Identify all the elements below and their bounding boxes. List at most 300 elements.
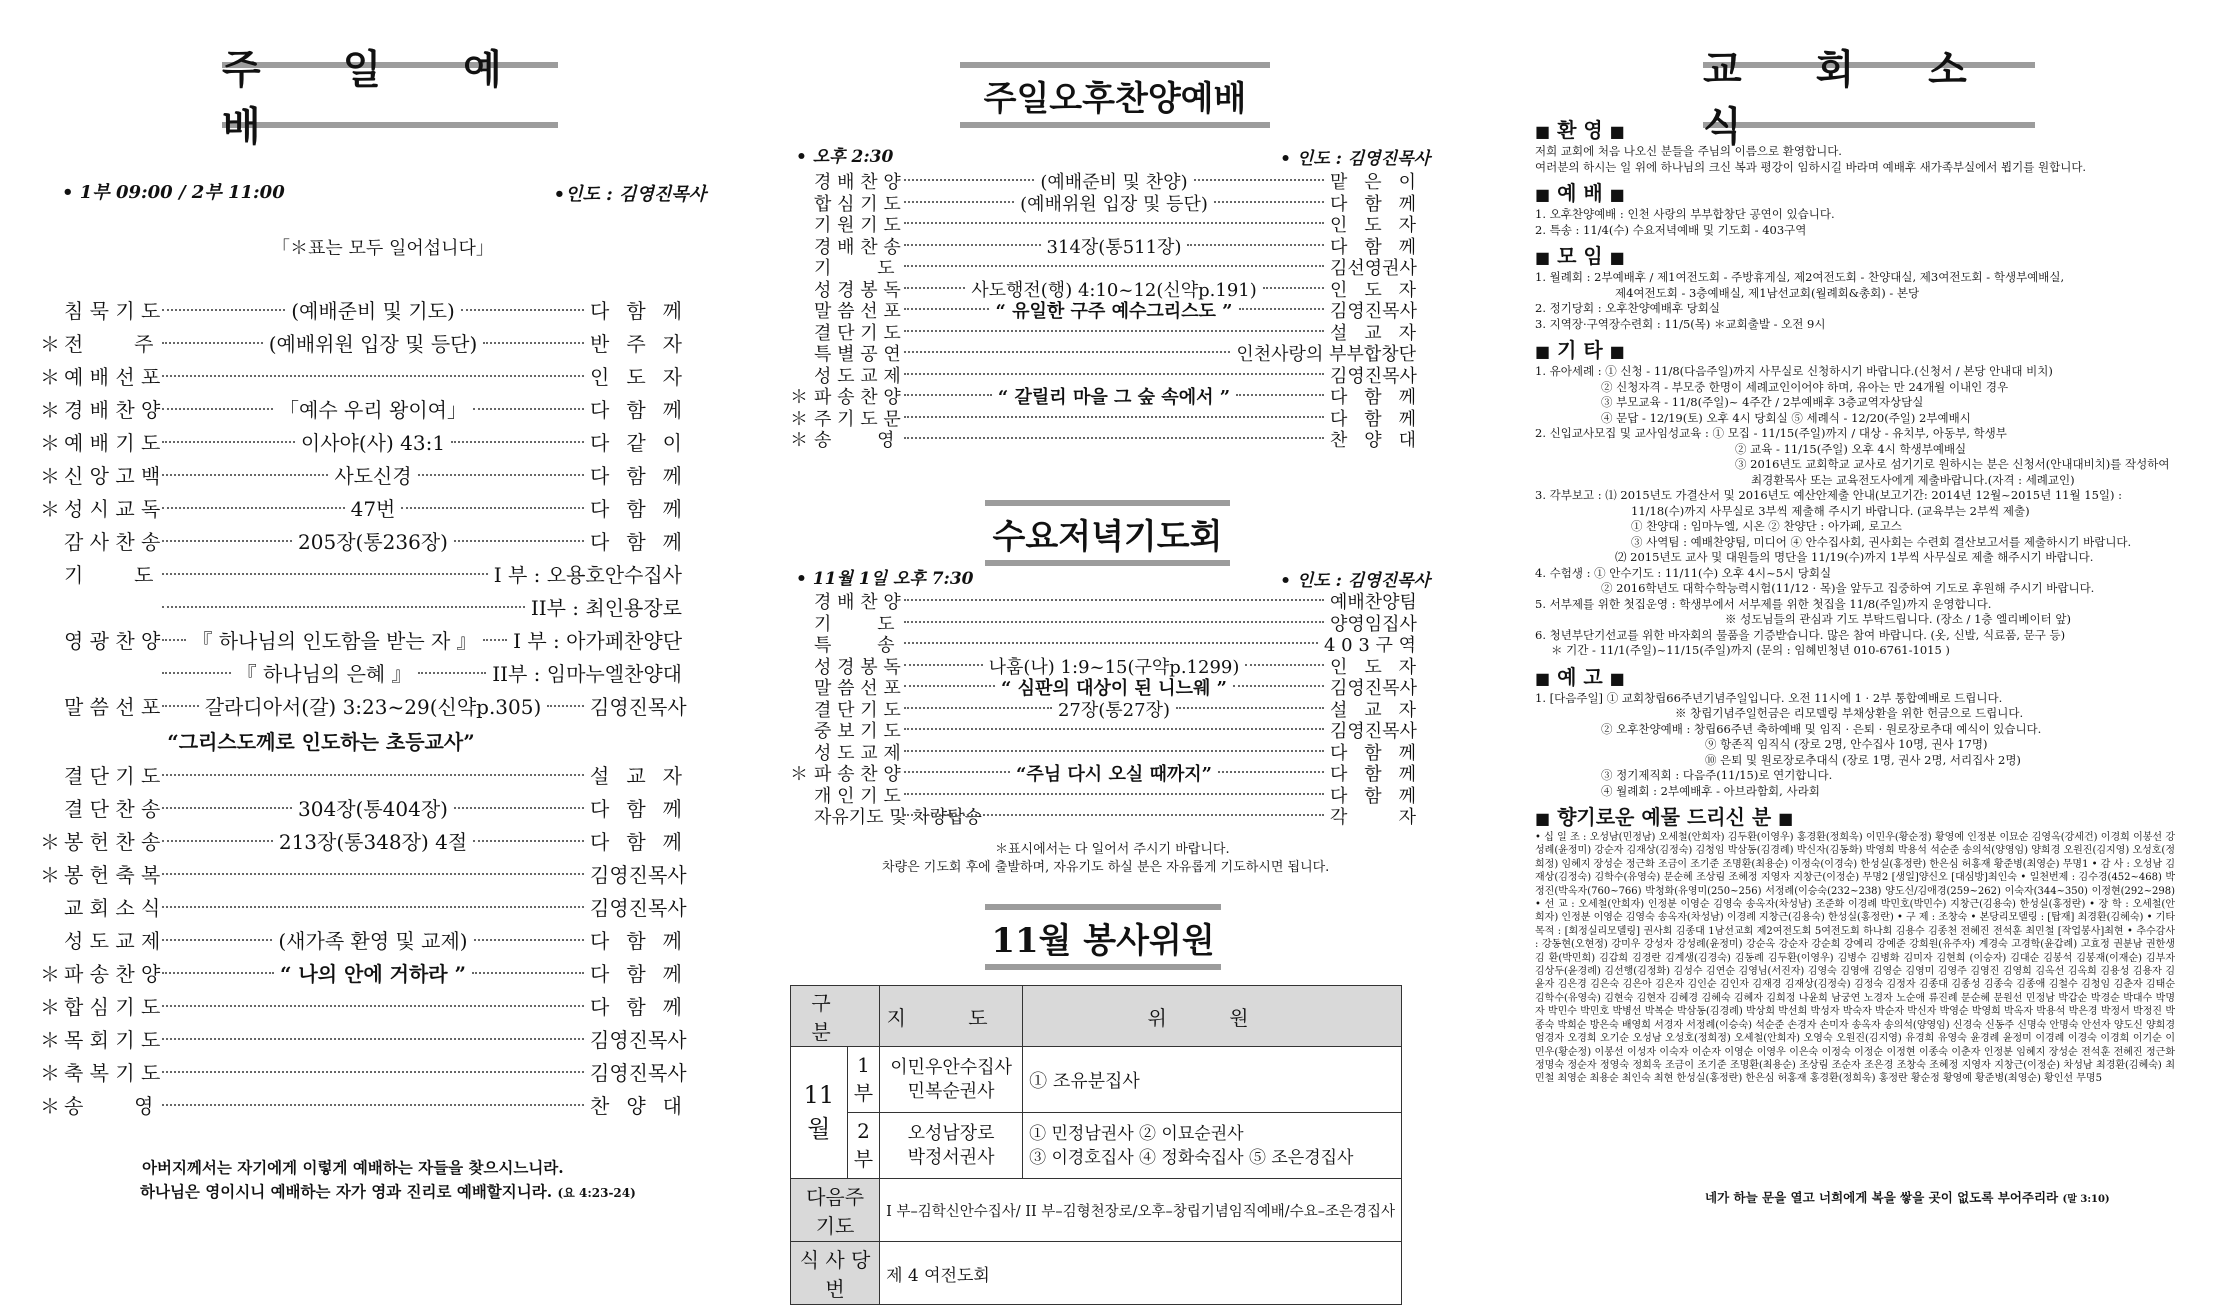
- worship-item-row: [40, 958, 682, 991]
- gifts-body: • 십 일 조 : 오성남(민정남) 오세철(안희자) 김두환(이영우) 홍경환(정희욱) 이민우(황순정) 황영예 인정분 이묘순 김영옥(강세건) 이경희 이봉선 강성례(윤정미) 강순자 김재상(김정숙) 김청임 박삼동(김경례) 박신자(김동화) 박영희 박용석 석순준 송의석(양영임) 양희경 오원진(김지영) 오성호(정희정) 임혜지 장성순 정근화 조금이 조기준 조명환(최용순) 이정숙(이경숙) 한성실(홍정란) 한은심 허홍재 황준병(최영순) 무명1 • 감 사 : 오성남 김재상(김정숙) 김학수(유영숙) 문순혜 조상림 조혜정 지영자 지창근(이정순) 무명2 [생일]양신오 [대심방]최인숙 • 일천번제 : 김수경(452~468) 박정진(박옥자(760~766) 박청화(유영미(250~256) 서정례(이승숙(232~238) 양도신/김애경(259~262) 이숙자(344~350) 이정현(292~298) • 선 교 : 오세철(안희자) 인정분 이영순 김영숙 송옥자(차성남) 조준화 이경례 박민호(박민수) 지창근(김용숙) 한성실(홍정란) • 장 학 : 오세철(안희자) 인정분 이영순 김영숙 송옥자(차성남) 이경례 지창근(김용숙) 한성실(홍정란) • 구 제 : 조창숙 • 본당리모델링 : [탑재] 최경환(김혜숙) • 기타목적 : [회정실리모델링] 권사회 김종대 1남선교회 제2여전도회 5여전도회 하나회 김용수 김종천 전혜진 전석훈 최민철 [작업봉사]최현 • 추수감사 : 강동현(오현정) 강미우 강성자 강성례(윤정미) 강순옥 강순자 강순희 강예리 강예준 강희원(유주자) 계경숙 고경학(윤갑례) 고효정 권분남 권한생 김 환(박민희) 김갑희 김경란 김계생(김경숙) 김동례 김두환(이영우) 김병수 김병화 김미자 김현희 (이승자) 김대순 김봉석 김봉재(이재순) 김부자 김상두(윤경례) 김선행(김정화) 김성수 김연순 김영님(서진자) 김영숙 김영애 김영순 김영미 김영주 김영진 김영희 김옥선 김옥희 김용성 김용자 김윤자 김은경 김은숙 김은아 김은자 김인순 김인자 김재경 김재상(김정숙) 김정숙 김정자 김종대 김종성 김종숙 김종애 김철수 김청임 김춘자 김태순 김학수(유영숙) 김현숙 김현자 김혜경 김혜숙 김혜자 김희정 나윤희 남궁연 노경자 노순애 류진례 문순혜 문원선 민정남 박갑순 박경순 박대수 박명자 박민수 박민호 박병선 박복순 박삼동(김경례) 박상희 박선희 박성자 박숙자 박순자 박신자 박영순 박영희 박옥자 박용석 박은경 박정서 박정진 박종숙 박희순 방은숙 배영희 서경자 서정례(이승숙) 석순준 손경자 손미자 송옥자 송의석(양영임) 신경숙 신동주 신명숙 안명숙 안선자 양도신 양희경 엄경자 오경희 오기순 오성남 오성호(정희정) 오세철(안희자) 오영숙 오원진(김지영) 유경희 유영숙 윤경례 윤정미 이경례 이경숙 이경희 이기순 이민우(황순정) 이봉선 이성자 이숙자 이순자 이영순 이영우 이은숙 이정숙 이정순 이정현 이종숙 이춘자 인정분 임혜지 장성순 전석훈 전혜진 정근화 정명숙 정순자 정영숙 정희욱 조금이 조기준 조명환(최용순) 조상림 조순자 조은경 조창숙 조혜정 지영자 지창근(이정순) 차성남 최경환(김혜숙) 최민철 최영순 최용순 최인숙 최현 한성실(홍정란) 한은심 허홍재 홍경환(정희욱) 홍정란 황순정 황영예 황준병(최영순) 황인선 무명5: [1535, 832, 2175, 1085]
- worship-item-mark: ＊: [40, 332, 60, 356]
- worship-item-person: I 부 : 오용호안수집사: [493, 563, 682, 587]
- footer-verse-ref: (말 3:10): [2062, 1194, 2110, 1205]
- worship-item-person: 김영진목사: [590, 695, 687, 719]
- afternoon-item-row: [790, 409, 1416, 431]
- wednesday-note-2: 차량은 기도회 후에 출발하며, 자유기도 하실 분은 자유롭게 기도하시면 됩니다.: [882, 860, 1330, 875]
- wednesday-item-row: [790, 743, 1416, 765]
- dot-leader: [1187, 244, 1324, 246]
- service-leader: •인도 : 김영진목사: [553, 184, 706, 205]
- dot-leader: [904, 728, 1324, 730]
- dot-leader: [904, 308, 989, 310]
- wednesday-order: [790, 592, 1416, 829]
- afternoon-time: • 오후 2:30: [796, 147, 894, 167]
- etc-line-5: 5. 서부제를 위한 첫집운영 : 학생부에서 서부제를 위한 첫집을 11/8(주일)까지 운영합니다.: [1535, 596, 1992, 611]
- worship-item-person: 반 주 자: [590, 332, 682, 356]
- afternoon-item-mark: ＊: [790, 387, 808, 408]
- afternoon-item-detail: “ 갈릴리 마을 그 숲 속에서 ”: [997, 387, 1231, 408]
- dot-leader: [1194, 179, 1324, 181]
- worship-item-person: 김영진목사: [590, 1061, 687, 1085]
- worship-item-row: [40, 925, 682, 958]
- dot-leader: [1245, 664, 1324, 666]
- table-next-value: I 부–김학신안수집사/ II 부–김형천장로/오후–창립기념임직예배/수요–조은경집사: [880, 1179, 1402, 1242]
- dot-leader: [904, 265, 1324, 267]
- dot-leader: [904, 664, 983, 666]
- etc-line-2d: 최경환목사 또는 교육전도사에게 제출바랍니다.(자격 : 세례교인): [1751, 472, 2075, 487]
- worship-item-person: 다 함 께: [590, 797, 683, 821]
- dot-leader: [162, 408, 273, 410]
- notice-line-1f: ③ 정기제직회 : 다음주(11/15)로 연기합니다.: [1601, 768, 1833, 782]
- wednesday-title-text: 수요저녁기도회: [992, 516, 1223, 557]
- worship-heading: ■ 예 배 ■: [1535, 181, 1625, 205]
- dot-leader: [904, 416, 1324, 418]
- afternoon-item-label: 기 원 기 도: [814, 215, 901, 236]
- etc-line-3: 3. 각부보고 : ⑴ 2015년도 가결산서 및 2016년도 예산안제출 안내(보고기간: 2014년 12월~2015년 11월 15일) :: [1535, 488, 2123, 502]
- notice-line-1g: ④ 월례회 : 2부예배후 - 아브라함회, 사라회: [1601, 783, 1820, 798]
- wednesday-item-person: 다 함 께: [1330, 764, 1416, 785]
- dot-leader: [472, 972, 584, 974]
- worship-item-detail: 갈라디아서(갈) 3:23~29(신약p.305): [204, 695, 542, 719]
- dot-leader: [904, 750, 1324, 752]
- wednesday-item-person: 김영진목사: [1330, 721, 1417, 742]
- worship-item-row: [40, 361, 682, 394]
- worship-item-detail: 47번: [350, 497, 396, 521]
- dot-leader: [1218, 771, 1324, 773]
- worship-item-row: [40, 328, 682, 361]
- afternoon-item-label: 성 경 봉 독: [814, 279, 901, 301]
- worship-item-row: [40, 1024, 687, 1057]
- worship-item-label: 기 도: [64, 563, 154, 587]
- dot-leader: [473, 840, 584, 842]
- afternoon-item-mark: ＊: [790, 430, 808, 451]
- verse-line-1: 아버지께서는 자기에게 이렇게 예배하는 자들을 찾으시느니라.: [142, 1158, 564, 1177]
- worship-item-detail: (예배위원 입장 및 등단): [268, 332, 478, 356]
- wednesday-item-row: [790, 635, 1416, 657]
- table-header-division: 구 분: [791, 986, 880, 1047]
- worship-item-row: [40, 826, 682, 859]
- dot-leader: [904, 707, 1052, 709]
- worship-item-row: [40, 859, 687, 892]
- dot-leader: [904, 621, 1324, 623]
- worship-item-mark: ＊: [40, 1028, 60, 1052]
- worship-item-person: 다 같 이: [590, 431, 682, 455]
- volunteers-table: [790, 985, 1402, 1305]
- afternoon-item-label: 경 배 찬 송: [814, 236, 901, 258]
- afternoon-item-person: 다 함 께: [1330, 193, 1417, 215]
- worship-item-row: [40, 760, 682, 793]
- notice-heading: ■ 예 고 ■: [1535, 664, 1625, 689]
- afternoon-item-label: 주 기 도 문: [814, 408, 901, 430]
- gifts-heading: ■ 향기로운 예물 드리신 분 ■: [1535, 805, 1794, 829]
- dot-leader: [162, 309, 285, 311]
- dot-leader: [454, 807, 584, 809]
- afternoon-worship-title: [960, 62, 1270, 128]
- dot-leader: [162, 807, 292, 809]
- verse-line-2-text: 하나님은 영이시니 예배하는 자가 영과 진리로 예배할지니라.: [140, 1182, 553, 1201]
- wednesday-item-label: 결 단 기 도: [814, 699, 901, 721]
- gifts-heading-text: 향기로운 예물 드리신 분: [1557, 805, 1772, 829]
- table-members-2-line-1: ① 민정남권사 ② 이묘순권사: [1029, 1123, 1244, 1144]
- dot-leader: [473, 408, 584, 410]
- wednesday-title: [985, 500, 1230, 566]
- worship-line-2: 2. 특송 : 11/4(수) 수요저녁예배 및 기도회 - 403구역: [1535, 222, 1807, 237]
- etc-heading: ■ 기 타 ■: [1535, 338, 1625, 362]
- table-header-leader: 지 도: [880, 986, 1023, 1047]
- wednesday-item-row: [790, 592, 1416, 614]
- table-part-1: 1부: [847, 1047, 879, 1113]
- afternoon-item-person: 다 함 께: [1330, 236, 1417, 258]
- dot-leader: [162, 639, 186, 641]
- etc-line-4: 4. 수험생 : ① 안수기도 : 11/11(수) 오후 4시~5시 당회실: [1535, 565, 1832, 580]
- etc-line-5b: ※ 성도님들의 관심과 기도 부탁드립니다. (장소 / 1층 엘리베이터 앞): [1725, 612, 2071, 626]
- wednesday-item-person: 다 함 께: [1330, 785, 1416, 807]
- dot-leader: [904, 814, 1324, 816]
- welcome-line-1: 저희 교회에 처음 나오신 분들을 주님의 이름으로 환영합니다.: [1535, 144, 1842, 158]
- afternoon-item-row: [790, 430, 1416, 452]
- dot-leader: [162, 1005, 584, 1007]
- worship-item-label: 말 씀 선 포: [64, 695, 161, 719]
- afternoon-worship-title-text: 주일오후찬양예배: [983, 78, 1247, 119]
- dot-leader: [547, 705, 584, 707]
- worship-item-mark: ＊: [40, 830, 60, 854]
- afternoon-item-row: [790, 366, 1416, 388]
- wednesday-item-row: [790, 786, 1416, 808]
- worship-item-label: 합 심 기 도: [64, 995, 161, 1019]
- afternoon-item-row: [790, 215, 1416, 237]
- etc-line-3d: ③ 사역팀 : 예배찬양팀, 미디어 ④ 안수집사회, 권사회는 수련회 결산보고서를 제출하시기 바랍니다.: [1631, 534, 2132, 549]
- worship-item-person: 설 교 자: [590, 764, 682, 788]
- wednesday-time: • 11월 1일 오후 7:30: [796, 569, 974, 589]
- afternoon-item-person: 맡 은 이: [1330, 172, 1416, 193]
- table-header-members: 위 원: [1023, 986, 1402, 1047]
- sermon-row: [40, 691, 687, 724]
- order-of-worship: [40, 295, 687, 1123]
- etc-line-1: 1. 유아세례 : ① 신청 - 11/8(다음주일)까지 사무실로 신청하시기 바랍니다.(신청서 / 본당 안내대 비치): [1535, 364, 2053, 378]
- footer-verse: [1705, 1188, 2110, 1206]
- afternoon-order: [790, 172, 1416, 452]
- table-members-1: ① 조유분집사: [1023, 1047, 1402, 1113]
- etc-line-6b: ＊ 기간 - 11/1(주일)~11/15(주일)까지 (문의 : 임혜빈청년 010-6761-1015 ): [1551, 643, 1950, 657]
- notice-line-1: 1. [다음주일] ① 교회창립66주년기념주일입니다. 오전 11시에 1 · 2부 통합예배로 드립니다.: [1535, 690, 2003, 705]
- worship-item-person: 인 도 자: [590, 365, 682, 389]
- welcome-line-2: 여러분의 하시는 일 위에 하나님의 크신 복과 평강이 임하시길 바라며 예배후 새가족부실에서 뵙기를 원합니다.: [1535, 159, 2087, 174]
- worship-item-label: 감 사 찬 송: [64, 530, 161, 554]
- worship-item-person: 다 함 께: [590, 962, 683, 986]
- wednesday-item-label: 개 인 기 도: [814, 785, 901, 807]
- prayer-row-2: [40, 592, 682, 625]
- worship-item-row: [40, 526, 682, 559]
- worship-item-row: [40, 793, 682, 826]
- dot-leader: [904, 793, 1324, 795]
- dot-leader: [904, 685, 995, 687]
- afternoon-item-person: 설 교 자: [1330, 322, 1416, 344]
- afternoon-item-row: [790, 237, 1416, 259]
- wednesday-item-row: [790, 657, 1416, 679]
- notice-line-1c: ② 오후찬양예배 : 창립66주년 축하예배 및 임직 · 은퇴 · 원로장로추대 예식이 있습니다.: [1601, 721, 2042, 736]
- dot-leader: [904, 373, 1324, 375]
- dot-leader: [904, 201, 1014, 203]
- afternoon-item-person: 김선영권사: [1330, 258, 1417, 279]
- dot-leader: [904, 351, 1230, 353]
- volunteers-title: [985, 904, 1221, 970]
- afternoon-item-label: 송 영: [814, 430, 895, 451]
- worship-item-detail: 『 하나님의 은혜 』: [236, 662, 412, 686]
- afternoon-item-label: 합 심 기 도: [814, 193, 901, 215]
- afternoon-item-detail: “ 유일한 구주 예수그리스도 ”: [995, 301, 1233, 322]
- dot-leader: [904, 330, 1324, 332]
- etc-line-3e: ⑵ 2015년도 교사 및 대원들의 명단을 11/19(수)까지 1부씩 사무실로 제출 해주시기 바랍니다.: [1615, 550, 2094, 564]
- worship-item-label: 예 배 선 포: [64, 365, 161, 389]
- table-meal-value: 제 4 여전도회: [880, 1242, 1402, 1305]
- dot-leader: [162, 573, 488, 575]
- etc-line-2: 2. 신입교사모집 및 교사임성교육 : ① 모집 - 11/15(주일)까지 / 대상 - 유치부, 아동부, 학생부: [1535, 426, 2007, 440]
- meeting-heading: ■ 모 임 ■: [1535, 244, 1625, 268]
- wednesday-item-person: 예배찬양팀: [1330, 592, 1417, 613]
- afternoon-item-label: 특 별 공 연: [814, 344, 901, 365]
- worship-item-detail: 이사야(사) 43:1: [300, 431, 446, 455]
- afternoon-item-row: [790, 194, 1416, 216]
- worship-item-label: 침 묵 기 도: [64, 299, 161, 323]
- dot-leader: [162, 1071, 584, 1073]
- dot-leader: [162, 672, 231, 674]
- dot-leader: [162, 774, 584, 776]
- worship-item-label: 목 회 기 도: [64, 1028, 161, 1052]
- wednesday-item-person: 양영임집사: [1330, 613, 1417, 635]
- worship-item-mark: ＊: [40, 1061, 60, 1085]
- wednesday-item-row: [790, 807, 1416, 829]
- wednesday-item-detail: 나훔(나) 1:9~15(구약p.1299): [988, 656, 1240, 678]
- afternoon-item-detail: (예배준비 및 찬양): [1040, 172, 1188, 193]
- worship-item-label: 봉 헌 찬 송: [64, 830, 161, 854]
- dot-leader: [162, 840, 273, 842]
- dot-leader: [162, 342, 263, 344]
- afternoon-item-detail: (예배위원 입장 및 등단): [1020, 193, 1208, 215]
- dot-leader: [904, 771, 1010, 773]
- worship-item-row: [40, 295, 682, 328]
- afternoon-item-row: [790, 258, 1416, 280]
- worship-item-label: 결 단 기 도: [64, 764, 161, 788]
- worship-item-detail: (새가족 환영 및 교제): [278, 929, 468, 953]
- wednesday-item-detail: “ 심판의 대상이 된 니느웨 ”: [1001, 678, 1227, 699]
- afternoon-item-person: 인천사랑의 부부합창단: [1236, 344, 1416, 365]
- etc-line-2c: ③ 2016년도 교회학교 교사로 섬기기로 원하시는 분은 신청서(안내대비치)를 작성하여: [1735, 457, 2170, 471]
- wednesday-item-person: 4 0 3 구 역: [1323, 635, 1416, 656]
- dot-leader: [162, 705, 199, 707]
- dot-leader: [1176, 707, 1324, 709]
- standing-note: 「＊표는 모두 일어섭니다」: [272, 238, 494, 259]
- worship-item-row: [40, 991, 682, 1024]
- table-members-2-line-2: ③ 이경호집사 ④ 정화숙집사 ⑤ 조은경집사: [1029, 1147, 1354, 1168]
- afternoon-item-person: 다 함 께: [1330, 387, 1416, 408]
- dot-leader: [904, 394, 992, 396]
- worship-item-detail: 사도신경: [334, 464, 412, 488]
- news-body: [1535, 112, 2175, 1153]
- worship-item-person: 다 함 께: [590, 929, 682, 953]
- afternoon-leader: • 인도 : 김영진목사: [1280, 149, 1430, 169]
- afternoon-item-label: 경 배 찬 양: [814, 172, 901, 193]
- wednesday-item-row: [790, 700, 1416, 722]
- worship-item-detail: 304장(통404장): [298, 797, 448, 821]
- afternoon-item-row: [790, 387, 1416, 409]
- wednesday-item-row: [790, 721, 1416, 743]
- afternoon-item-person: 인 도 자: [1330, 215, 1416, 236]
- wednesday-item-label: 경 배 찬 양: [814, 592, 901, 613]
- worship-item-label: 파 송 찬 양: [64, 962, 161, 986]
- dot-leader: [162, 873, 584, 875]
- wednesday-item-person: 인 도 자: [1330, 656, 1417, 678]
- worship-item-label: 송 영: [64, 1094, 154, 1118]
- verse-line-2: [140, 1180, 636, 1202]
- afternoon-item-person: 다 함 께: [1330, 408, 1416, 430]
- worship-heading-text: 예 배: [1557, 181, 1603, 205]
- worship-item-person: 다 함 께: [590, 464, 682, 488]
- worship-item-mark: ＊: [40, 1094, 60, 1118]
- worship-item-mark: ＊: [40, 398, 60, 422]
- dot-leader: [418, 474, 584, 476]
- wednesday-item-person: 김영진목사: [1330, 678, 1417, 699]
- afternoon-item-detail: 사도행전(행) 4:10~12(신약p.191): [971, 279, 1257, 301]
- dot-leader: [1263, 287, 1324, 289]
- worship-item-detail: 「예수 우리 왕이여」: [279, 398, 467, 422]
- worship-item-person: 찬 양 대: [590, 1094, 682, 1118]
- wednesday-item-label: 말 씀 선 포: [814, 678, 901, 699]
- worship-line-1: 1. 오후찬양예배 : 인천 사랑의 부부합창단 공연이 있습니다.: [1535, 207, 1835, 221]
- worship-item-person: II부 : 임마누엘찬양대: [492, 662, 683, 686]
- wednesday-note-1: ＊표시에서는 다 일어서 주시기 바랍니다.: [995, 842, 1230, 857]
- dot-leader: [162, 906, 584, 908]
- worship-item-person: 김영진목사: [590, 896, 687, 920]
- afternoon-item-label: 기 도: [814, 258, 895, 279]
- praise-row-1: [40, 625, 682, 658]
- church-news-title-text: 교 회 소 식: [1703, 46, 1997, 150]
- sunday-worship-title-text: 주 일 예 배: [222, 46, 536, 150]
- worship-item-detail: “ 나의 안에 거하라 ”: [279, 962, 467, 986]
- afternoon-item-row: [790, 344, 1416, 366]
- dot-leader: [451, 441, 584, 443]
- worship-item-label: 봉 헌 축 복: [64, 863, 161, 887]
- etc-line-4b: ② 2016학년도 대학수학능력시험(11/12 · 목)을 앞두고 집중하여 기도로 후원해 주시기 바랍니다.: [1601, 581, 2095, 595]
- dot-leader: [162, 1104, 584, 1106]
- wednesday-item-label: 자유기도 및 차량탑승: [814, 807, 982, 828]
- meeting-line-3: 3. 지역장·구역장수련회 : 11/5(목) ＊교회출발 - 오전 9시: [1535, 316, 1826, 331]
- etc-line-1d: ④ 문답 - 12/19(토) 오후 4시 당회실 ⑤ 세례식 - 12/20(주일) 2부예배시: [1601, 410, 1971, 425]
- etc-line-1b: ② 신청자격 - 부모중 한명이 세례교인이어야 하며, 유아는 만 24개월 이내인 경우: [1601, 379, 2009, 394]
- dot-leader: [162, 972, 274, 974]
- verse-reference: (요 4:23-24): [557, 1186, 636, 1200]
- worship-item-person: 김영진목사: [590, 1028, 687, 1052]
- dot-leader: [162, 540, 292, 542]
- service-time: • 1부 09:00 / 2부 11:00: [62, 182, 285, 203]
- dot-leader: [483, 639, 507, 641]
- dot-leader: [904, 179, 1034, 181]
- etc-line-2b: ② 교육 - 11/15(주일) 오후 4시 학생부예배실: [1735, 441, 1967, 456]
- worship-item-mark: ＊: [40, 995, 60, 1019]
- volunteers-title-text: 11월 봉사위원: [991, 920, 1215, 961]
- dot-leader: [401, 507, 584, 509]
- worship-item-person: 김영진목사: [590, 863, 687, 887]
- afternoon-item-detail: 314장(통511장): [1046, 236, 1182, 258]
- worship-item-row: [40, 493, 682, 526]
- wednesday-item-label: 성 도 교 제: [814, 742, 901, 764]
- wednesday-item-person: 설 교 자: [1330, 699, 1416, 721]
- sunday-worship-title: [222, 46, 558, 150]
- table-leader-1: 이민우안수집사 민복순권사: [880, 1047, 1023, 1113]
- wednesday-item-row: [790, 764, 1416, 786]
- dot-leader: [483, 342, 584, 344]
- worship-item-mark: ＊: [40, 464, 60, 488]
- worship-item-label: 예 배 기 도: [64, 431, 161, 455]
- dot-leader: [904, 244, 1041, 246]
- worship-item-detail: 205장(통236장): [298, 530, 448, 554]
- worship-item-row: [40, 394, 682, 427]
- worship-item-label: 전 주: [64, 332, 154, 356]
- table-month: 11월: [791, 1047, 848, 1179]
- worship-item-detail: (예배준비 및 기도): [291, 299, 455, 323]
- worship-item-mark: ＊: [40, 962, 60, 986]
- worship-item-label: 결 단 찬 송: [64, 797, 161, 821]
- praise-row-2: [40, 658, 682, 691]
- etc-line-6: 6. 청년부단기선교를 위한 바자회의 물품을 기증받습니다. 많은 참여 바랍니다. (옷, 신발, 식료품, 문구 등): [1535, 627, 2066, 642]
- worship-item-detail: 『 하나님의 인도함을 받는 자 』: [192, 629, 477, 653]
- worship-item-mark: ＊: [40, 431, 60, 455]
- table-part-2: 2부: [847, 1113, 879, 1179]
- etc-line-3c: ① 찬양대 : 임마누엘, 시온 ② 찬양단 : 아가페, 로고스: [1631, 519, 1902, 533]
- meeting-line-1b: 제4여전도회 - 3층예배실, 제1남선교회(월례회&총회) - 본당: [1615, 285, 1920, 300]
- dot-leader: [162, 474, 328, 476]
- worship-item-person: II부 : 최인용장로: [530, 596, 682, 620]
- worship-item-label: 성 도 교 제: [64, 929, 161, 953]
- afternoon-item-label: 결 단 기 도: [814, 322, 901, 344]
- worship-item-mark: ＊: [40, 863, 60, 887]
- worship-item-mark: ＊: [40, 497, 60, 521]
- meeting-line-2: 2. 정기당회 : 오후찬양예배후 당회실: [1535, 301, 1720, 315]
- afternoon-item-row: [790, 280, 1416, 302]
- wednesday-item-label: 중 보 기 도: [814, 721, 901, 742]
- sermon-title: “그리스도께로 인도하는 초등교사”: [167, 730, 475, 754]
- dot-leader: [162, 606, 525, 608]
- afternoon-item-label: 말 씀 선 포: [814, 301, 901, 322]
- worship-item-label: 교 회 소 식: [64, 896, 161, 920]
- dot-leader: [461, 309, 584, 311]
- wednesday-item-row: [790, 678, 1416, 700]
- table-leader-2: 오성남장로 박정서권사: [880, 1113, 1023, 1179]
- table-meal-label: 식 사 당 번: [791, 1242, 880, 1305]
- footer-verse-text: 네가 하늘 문을 열고 너희에게 복을 쌓을 곳이 없도록 부어주리라: [1705, 1190, 2059, 1205]
- dot-leader: [162, 1038, 584, 1040]
- dot-leader: [904, 437, 1324, 439]
- etc-line-3b: 11/18(수)까지 사무실로 3부씩 제출해 주시기 바랍니다. (교육부는 2부씩 제출): [1631, 503, 2030, 518]
- dot-leader: [1239, 308, 1324, 310]
- wednesday-item-label: 기 도: [814, 613, 895, 635]
- dot-leader: [162, 441, 295, 443]
- afternoon-item-person: 김영진목사: [1330, 301, 1417, 322]
- wednesday-item-person: 다 함 께: [1330, 742, 1416, 764]
- wednesday-item-label: 특 송: [814, 635, 895, 656]
- worship-item-person: 다 함 께: [590, 497, 682, 521]
- worship-item-row: [40, 460, 682, 493]
- worship-item-person: 다 함 께: [590, 530, 683, 554]
- dot-leader: [1214, 201, 1324, 203]
- worship-item-label: 경 배 찬 양: [64, 398, 161, 422]
- welcome-heading-text: 환 영: [1557, 118, 1603, 142]
- worship-item-person: 다 함 께: [590, 995, 682, 1019]
- dot-leader: [418, 672, 487, 674]
- table-next-label: 다음주기도: [791, 1179, 880, 1242]
- wednesday-item-detail: “주님 다시 오실 때까지”: [1016, 764, 1212, 785]
- afternoon-item-row: [790, 323, 1416, 345]
- dot-leader: [474, 939, 584, 941]
- wednesday-item-label: 파 송 찬 양: [814, 764, 901, 785]
